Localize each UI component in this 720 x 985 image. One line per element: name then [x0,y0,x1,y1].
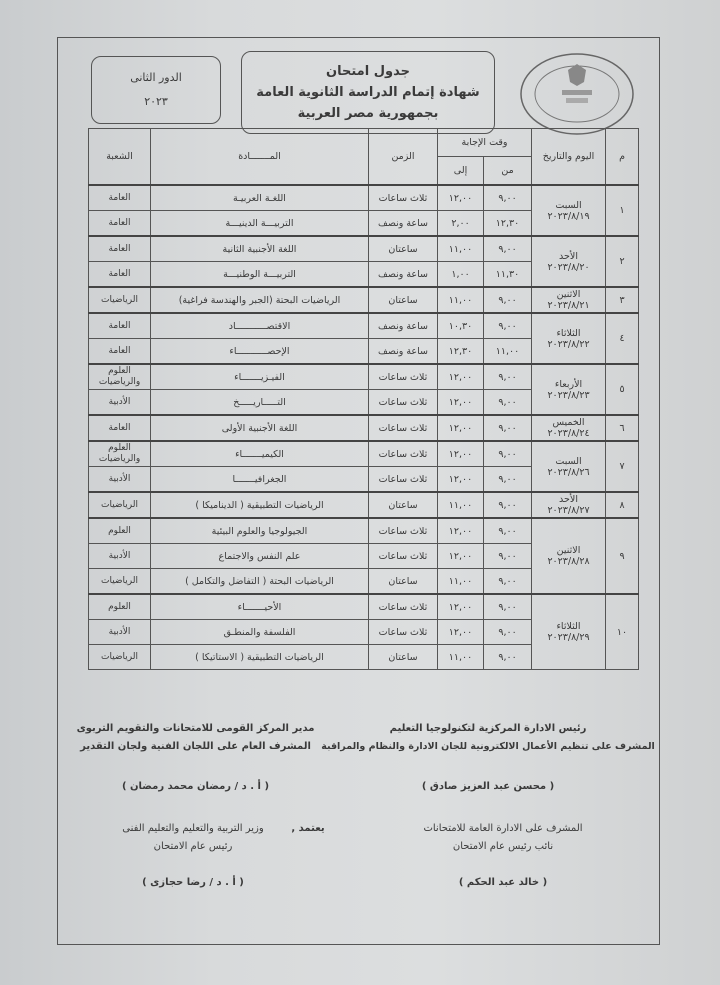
table-row [89,287,639,313]
header-day-date: اليوم والتاريخ [532,129,606,186]
time-to: ١١,٠٠ [438,645,484,670]
day-number: ٢ [606,236,639,287]
branch: العامة [89,313,151,339]
time-to: ١٢,٠٠ [438,620,484,645]
subject: الاقتصـــــــــــاد [151,313,369,339]
duration: ثلاث ساعات [369,185,438,211]
signature-it-head [318,720,658,796]
signature-minister [78,820,308,892]
day-date-cell [532,236,606,287]
subject: التربيـــة الدينيـــة [151,211,369,237]
exam-date: ٢٠٢٣/٨/٢٧ [547,505,590,516]
header-answer-time: وقت الإجابة [438,129,532,157]
day-date-cell [532,415,606,441]
day-name: الأحد [559,494,578,505]
time-from: ٩,٠٠ [484,313,532,339]
table-row [89,492,639,518]
branch: العامة [89,211,151,237]
signature-line-2: المشرف العام على اللجان الفنية ولجان التقدير [80,741,311,752]
duration: ساعة ونصف [369,211,438,237]
duration: ساعة ونصف [369,339,438,365]
approve-label: يعتمد , [291,823,325,834]
exam-date: ٢٠٢٣/٨/١٩ [547,210,590,222]
signature-name: ( أ . د / رمضان محمد رمضان ) [121,781,270,792]
duration: ساعة ونصف [369,262,438,288]
time-to: ١٢,٠٠ [438,185,484,211]
table-row [89,441,639,467]
schedule-body [89,185,639,670]
day-name: الثلاثاء [556,621,581,632]
branch: العلوم والرياضيات [89,364,151,390]
subject: الجيولوجيا والعلوم البيئية [151,518,369,544]
branch: الرياضيات [89,645,151,670]
subject: اللغة الأجنبية الثانية [151,236,369,262]
duration: ساعتان [369,569,438,595]
table-row [89,594,639,620]
signature-name: ( أ . د / رضا حجازى ) [142,877,244,888]
time-from: ٩,٠٠ [484,518,532,544]
day-date-cell [532,441,606,492]
day-name: الثلاثاء [556,327,581,339]
subject: الفيـزيـــــــاء [151,364,369,390]
time-to: ١٢,٠٠ [438,364,484,390]
ministry-seal-icon [518,52,636,136]
day-date-cell [532,594,606,670]
branch: العلوم [89,594,151,620]
duration: ثلاث ساعات [369,415,438,441]
subject: الكيميـــــــاء [151,441,369,467]
subject: الرياضيات البحتة ( التفاضل والتكامل ) [151,569,369,595]
header-duration: الزمن [369,129,438,186]
time-to: ١٢,٠٠ [438,390,484,416]
time-from: ٩,٠٠ [484,287,532,313]
signature-name: ( محسن عبد العزيز صادق ) [421,781,555,792]
signature-line-1: وزير التربية والتعليم والتعليم الفنى [122,823,264,834]
subject: الإحصـــــــــــاء [151,339,369,365]
subject: اللغة الأجنبية الأولى [151,415,369,441]
day-number: ٧ [606,441,639,492]
exam-date: ٢٠٢٣/٨/٢٤ [547,428,590,439]
subject: الفلسفة والمنطـق [151,620,369,645]
time-to: ١٢,٠٠ [438,415,484,441]
branch: الرياضيات [89,492,151,518]
time-to: ١٢,٠٠ [438,518,484,544]
signature-line-1: رئيس الادارة المركزية لتكنولوجيا التعليم [389,723,587,734]
day-name: الأحد [559,250,578,262]
exam-round-box [91,56,221,124]
branch: العلوم [89,518,151,544]
header-from: من [484,157,532,186]
exam-date: ٢٠٢٣/٨/٢٠ [547,261,590,273]
duration: ثلاث ساعات [369,390,438,416]
time-to: ١١,٠٠ [438,287,484,313]
document-frame [57,37,660,945]
time-to: ١١,٠٠ [438,492,484,518]
exam-date: ٢٠٢٣/٨/٢٣ [547,389,590,401]
day-date-cell [532,364,606,415]
subject: التـــــاريـــــخ [151,390,369,416]
signature-line-1: المشرف على الادارة العامة للامتحانات [423,823,583,834]
table-row [89,236,639,262]
day-name: السبت [555,199,582,211]
time-from: ٩,٠٠ [484,364,532,390]
time-to: ١١,٠٠ [438,236,484,262]
time-from: ٩,٠٠ [484,441,532,467]
branch: الأدبية [89,467,151,493]
duration: ثلاث ساعات [369,518,438,544]
branch: العامة [89,339,151,365]
time-from: ٩,٠٠ [484,645,532,670]
day-name: الخميس [552,417,585,428]
day-name: الاثنين [556,545,581,556]
title-box [241,51,495,134]
time-from: ٩,٠٠ [484,390,532,416]
exam-date: ٢٠٢٣/٨/٢١ [547,300,590,311]
day-number: ١٠ [606,594,639,670]
time-from: ٩,٠٠ [484,594,532,620]
time-to: ١٢,٠٠ [438,544,484,569]
time-from: ٩,٠٠ [484,185,532,211]
time-from: ٩,٠٠ [484,492,532,518]
time-to: ١١,٠٠ [438,569,484,595]
exam-date: ٢٠٢٣/٨/٢٢ [547,338,590,350]
subject: علم النفس والاجتماع [151,544,369,569]
exam-round: الدور الثانى [130,71,182,84]
day-date-cell [532,287,606,313]
time-from: ٩,٠٠ [484,236,532,262]
time-from: ٩,٠٠ [484,415,532,441]
day-number: ١ [606,185,639,236]
day-number: ٣ [606,287,639,313]
exam-date: ٢٠٢٣/٨/٢٦ [547,466,590,478]
header-num: م [606,129,639,186]
duration: ساعتان [369,287,438,313]
duration: ساعتان [369,645,438,670]
time-to: ٢,٠٠ [438,211,484,237]
duration: ثلاث ساعات [369,594,438,620]
day-number: ٥ [606,364,639,415]
day-number: ٦ [606,415,639,441]
branch: الأدبية [89,390,151,416]
time-from: ١١,٣٠ [484,262,532,288]
subject: اللغـة العربيـة [151,185,369,211]
subject: الأحيـــــــاء [151,594,369,620]
table-row [89,185,639,211]
branch: الأدبية [89,544,151,569]
header-subject: المـــــــادة [151,129,369,186]
time-from: ٩,٠٠ [484,467,532,493]
title-line-3: بجمهورية مصر العربية [297,106,439,121]
table-row [89,518,639,544]
signature-exam-center-head [58,720,333,796]
day-name: الاثنين [556,289,581,300]
duration: ساعة ونصف [369,313,438,339]
day-date-cell [532,492,606,518]
exam-date: ٢٠٢٣/٨/٢٨ [547,556,590,567]
duration: ساعتان [369,492,438,518]
day-date-cell [532,518,606,594]
time-to: ١٢,٣٠ [438,339,484,365]
title-line-1: جدول امتحان [326,64,410,79]
exam-schedule-table [88,128,639,670]
subject: الرياضيات التطبيقية ( الاستاتيكا ) [151,645,369,670]
time-to: ١٢,٠٠ [438,441,484,467]
time-from: ١٢,٣٠ [484,211,532,237]
duration: ثلاث ساعات [369,467,438,493]
day-name: الأربعاء [554,378,583,390]
day-number: ٨ [606,492,639,518]
branch: العامة [89,262,151,288]
exam-year: ٢٠٢٣ [144,95,168,108]
duration: ثلاث ساعات [369,620,438,645]
signature-line-1: مدير المركز القومى للامتحانات والتقويم التربوى [76,723,315,734]
signature-name: ( خالد عبد الحكم ) [458,877,548,888]
time-to: ١,٠٠ [438,262,484,288]
time-to: ١٠,٣٠ [438,313,484,339]
time-from: ١١,٠٠ [484,339,532,365]
duration: ثلاث ساعات [369,441,438,467]
subject: الرياضيات التطبيقية ( الديناميكا ) [151,492,369,518]
duration: ساعتان [369,236,438,262]
subject: الرياضيات البحتة (الجبر والهندسة فراغية) [151,287,369,313]
signature-line-2: رئيس عام الامتحان [153,841,233,852]
day-name: السبت [555,455,582,467]
branch: العامة [89,236,151,262]
branch: الأدبية [89,620,151,645]
subject: الجغرافيـــــــا [151,467,369,493]
signature-line-2: نائب رئيس عام الامتحان [452,841,554,852]
table-row [89,415,639,441]
branch: الرياضيات [89,287,151,313]
header-to: إلى [438,157,484,186]
day-number: ٤ [606,313,639,364]
time-to: ١٢,٠٠ [438,594,484,620]
header-branch: الشعبة [89,129,151,186]
branch: العامة [89,415,151,441]
branch: العلوم والرياضيات [89,441,151,467]
signature-line-2: المشرف على تنظيم الأعمال الالكترونية للجان الادارة والنظام والمراقبة [321,741,655,752]
time-from: ٩,٠٠ [484,620,532,645]
exam-date: ٢٠٢٣/٨/٢٩ [547,632,590,643]
time-from: ٩,٠٠ [484,544,532,569]
title-line-2: شهادة إتمام الدراسة الثانوية العامة [256,85,480,100]
subject: التربيـــة الوطنيـــة [151,262,369,288]
time-to: ١٢,٠٠ [438,467,484,493]
day-date-cell [532,185,606,236]
table-row [89,313,639,339]
duration: ثلاث ساعات [369,544,438,569]
duration: ثلاث ساعات [369,364,438,390]
branch: العامة [89,185,151,211]
table-row [89,364,639,390]
day-number: ٩ [606,518,639,594]
time-from: ٩,٠٠ [484,569,532,595]
branch: الرياضيات [89,569,151,595]
signature-exams-supervisor [388,820,618,892]
day-date-cell [532,313,606,364]
